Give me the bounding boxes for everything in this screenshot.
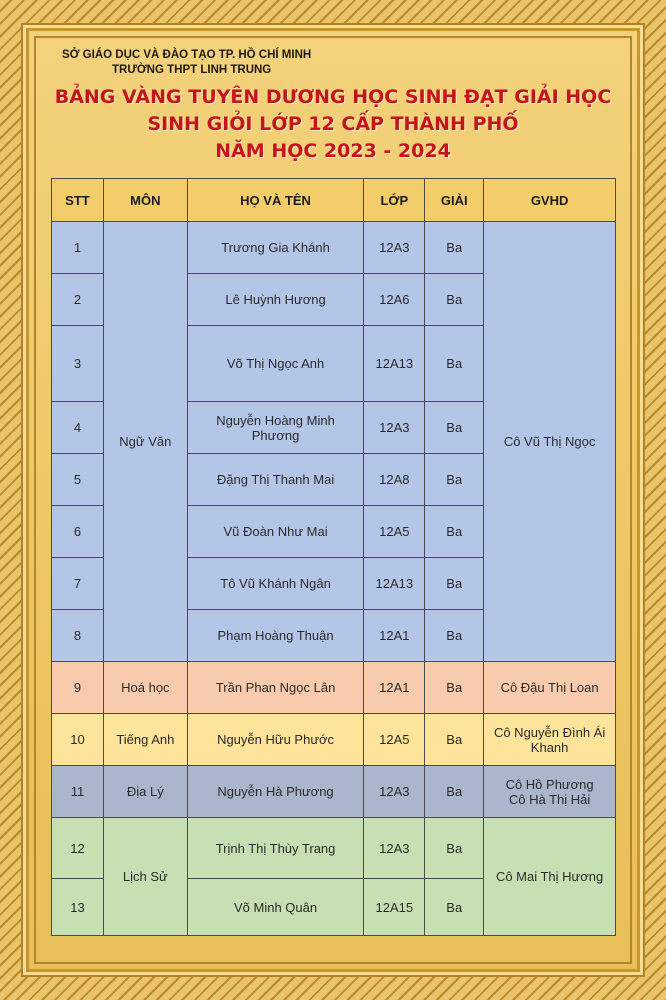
cell-stt: 6	[52, 506, 104, 558]
cell-award: Ba	[425, 610, 484, 662]
cell-teacher-hoa: Cô Đậu Thị Loan	[484, 662, 616, 714]
cell-stt: 3	[52, 326, 104, 402]
cell-award: Ba	[425, 326, 484, 402]
cell-teacher-dia	[484, 766, 616, 818]
cell-award: Ba	[425, 506, 484, 558]
cell-award: Ba	[425, 558, 484, 610]
table-header-row	[52, 179, 616, 222]
cell-name: Đặng Thị Thanh Mai	[187, 454, 364, 506]
title-line-2: SINH GIỎI LỚP 12 CẤP THÀNH PHỐ	[147, 113, 519, 135]
cell-name: Nguyễn Hữu Phước	[187, 714, 364, 766]
cell-name: Tô Vũ Khánh Ngân	[187, 558, 364, 610]
cell-teacher-su: Cô Mai Thị Hương	[484, 818, 616, 936]
cell-class: 12A1	[364, 610, 425, 662]
cell-class: 12A8	[364, 454, 425, 506]
cell-stt: 13	[52, 879, 104, 936]
cell-stt: 2	[52, 274, 104, 326]
cell-award: Ba	[425, 818, 484, 879]
cell-stt: 5	[52, 454, 104, 506]
cell-name: Nguyễn Hà Phương	[187, 766, 364, 818]
cell-award: Ba	[425, 879, 484, 936]
cell-class: 12A3	[364, 766, 425, 818]
teacher-line-2: Cô Hà Thị Hải	[508, 791, 591, 807]
cell-stt: 4	[52, 402, 104, 454]
cell-class: 12A1	[364, 662, 425, 714]
header-subject: MÔN	[103, 179, 187, 222]
cell-award: Ba	[425, 402, 484, 454]
cell-name: Trương Gia Khánh	[187, 222, 364, 274]
cell-class: 12A3	[364, 818, 425, 879]
table-row	[52, 714, 616, 766]
cell-subject-dia: Địa Lý	[103, 766, 187, 818]
title-line-1: BẢNG VÀNG TUYÊN DƯƠNG HỌC SINH ĐẠT GIẢI HỌC	[54, 86, 612, 108]
table-row	[52, 662, 616, 714]
cell-class: 12A5	[364, 506, 425, 558]
cell-stt: 10	[52, 714, 104, 766]
cell-stt: 11	[52, 766, 104, 818]
department-name: SỞ GIÁO DỤC VÀ ĐÀO TẠO TP. HỒ CHÍ MINH	[62, 49, 312, 61]
cell-award: Ba	[425, 454, 484, 506]
cell-award: Ba	[425, 274, 484, 326]
header-stt: STT	[52, 179, 104, 222]
header-award: GIẢI	[425, 179, 484, 222]
cell-class: 12A3	[364, 222, 425, 274]
table-row	[52, 766, 616, 818]
issuer-header	[62, 48, 311, 78]
cell-name: Vũ Đoàn Như Mai	[187, 506, 364, 558]
cell-name: Trịnh Thị Thùy Trang	[187, 818, 364, 879]
cell-teacher-anh: Cô Nguyễn Đình Ái Khanh	[484, 714, 616, 766]
award-table	[51, 178, 616, 936]
cell-class: 12A6	[364, 274, 425, 326]
cell-name: Nguyễn Hoàng Minh Phương	[187, 402, 364, 454]
cell-class: 12A13	[364, 326, 425, 402]
cell-award: Ba	[425, 662, 484, 714]
header-teacher: GVHD	[484, 179, 616, 222]
cell-class: 12A15	[364, 879, 425, 936]
cell-stt: 9	[52, 662, 104, 714]
cell-stt: 8	[52, 610, 104, 662]
cell-class: 12A13	[364, 558, 425, 610]
cell-award: Ba	[425, 222, 484, 274]
header-class: LỚP	[364, 179, 425, 222]
cell-subject-anh: Tiếng Anh	[103, 714, 187, 766]
cell-name: Lê Huỳnh Hương	[187, 274, 364, 326]
cell-name: Trần Phan Ngọc Lân	[187, 662, 364, 714]
cell-name: Phạm Hoàng Thuận	[187, 610, 364, 662]
table-row	[52, 818, 616, 879]
table-row	[52, 222, 616, 274]
cell-stt: 7	[52, 558, 104, 610]
cell-name: Võ Minh Quân	[187, 879, 364, 936]
cell-stt: 1	[52, 222, 104, 274]
teacher-line-1: Cô Hồ Phương	[505, 776, 594, 792]
cell-teacher-van: Cô Vũ Thị Ngọc	[484, 222, 616, 662]
cell-subject-van: Ngữ Văn	[103, 222, 187, 662]
cell-award: Ba	[425, 714, 484, 766]
cell-subject-su: Lịch Sử	[103, 818, 187, 936]
header-full-name: HỌ VÀ TÊN	[187, 179, 364, 222]
cell-award: Ba	[425, 766, 484, 818]
page-title	[40, 84, 626, 165]
cell-name: Võ Thị Ngọc Anh	[187, 326, 364, 402]
cell-class: 12A5	[364, 714, 425, 766]
title-line-3: NĂM HỌC 2023 - 2024	[215, 140, 451, 162]
cell-class: 12A3	[364, 402, 425, 454]
cell-subject-hoa: Hoá học	[103, 662, 187, 714]
school-name: TRƯỜNG THPT LINH TRUNG	[112, 64, 272, 76]
cell-stt: 12	[52, 818, 104, 879]
